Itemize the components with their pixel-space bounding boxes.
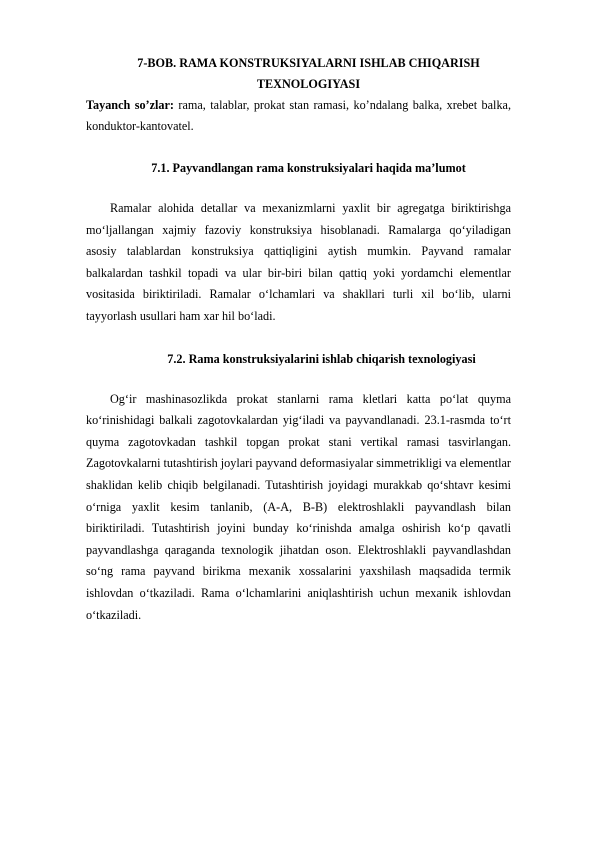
document-page [86,53,511,626]
keywords-line [86,95,511,137]
section-paragraph-7-1: Ramalar alohida detallar va mexanizmlarni yaxlit bir agregatga biriktirishga mo‘ljallangan xajmiy fazoviy konstruksiya hisoblanadi. Ramalarga qo‘yiladigan asosiy talablardan konstruksiya qattiqligini aytish mumkin. Payvand ramalar balkalardan tashkil topadi va ular bir-biri bilan qattiq yoki yordamchi elementlar vositasida biriktiriladi. Ramalar o‘lchamlari va shakllari turli xil bo‘lib, ularni tayyorlash usullari ham xar hil bo‘ladi. [86,201,511,323]
section-heading-7-2: 7.2. Rama konstruksiyalarini ishlab chiqarish texnologiyasi [167,351,476,366]
section-paragraph-7-2: Og‘ir mashinasozlikda prokat stanlarni rama kletlari katta po‘lat quyma ko‘rinishidagi balkali zagotovkalardan yig‘iladi va payvandlanadi. 23.1-rasmda to‘rt quyma zagotovkadan tashkil topgan prokat stani vertikal ramasi tasvirlangan. Zagotovkalarni tutashtirish joylari payvand deformasiyalar simmetrikligi va elementlar shaklidan kelib chiqib belgilanadi. Tutashtirish joyidagi murakkab qo‘shtavr kesimi o‘rniga yaxlit kesim tanlanib, (A-A, B-B) elektroshlakli payvandlash bilan biriktiriladi. Tutashtirish joyini bunday ko‘rinishda amalga oshirish ko‘p qavatli payvandlashga qaraganda texnologik jihatdan oson. Elektroshlakli payvandlashdan so‘ng rama payvand birikma mexanik xossalarini yaxshilash maqsadida termik ishlovdan o‘tkaziladi. Rama o‘lchamlarini aniqlashtirish uchun mexanik ishlovdan o‘tkaziladi. [86,391,511,622]
keywords-label: Tayanch so’zlar: [86,98,174,112]
chapter-title: 7-BOB. RAMA KONSTRUKSIYALARNI ISHLAB CHIQARISH TEXNOLOGIYASI [137,56,480,91]
section-heading-7-1: 7.1. Payvandlangan rama konstruksiyalari haqida ma’lumot [151,161,466,175]
keywords-text: rama, talablar, prokat stan ramasi, ko’ndalang balka, xrebet balka, konduktor-kantovatel. [86,98,511,133]
